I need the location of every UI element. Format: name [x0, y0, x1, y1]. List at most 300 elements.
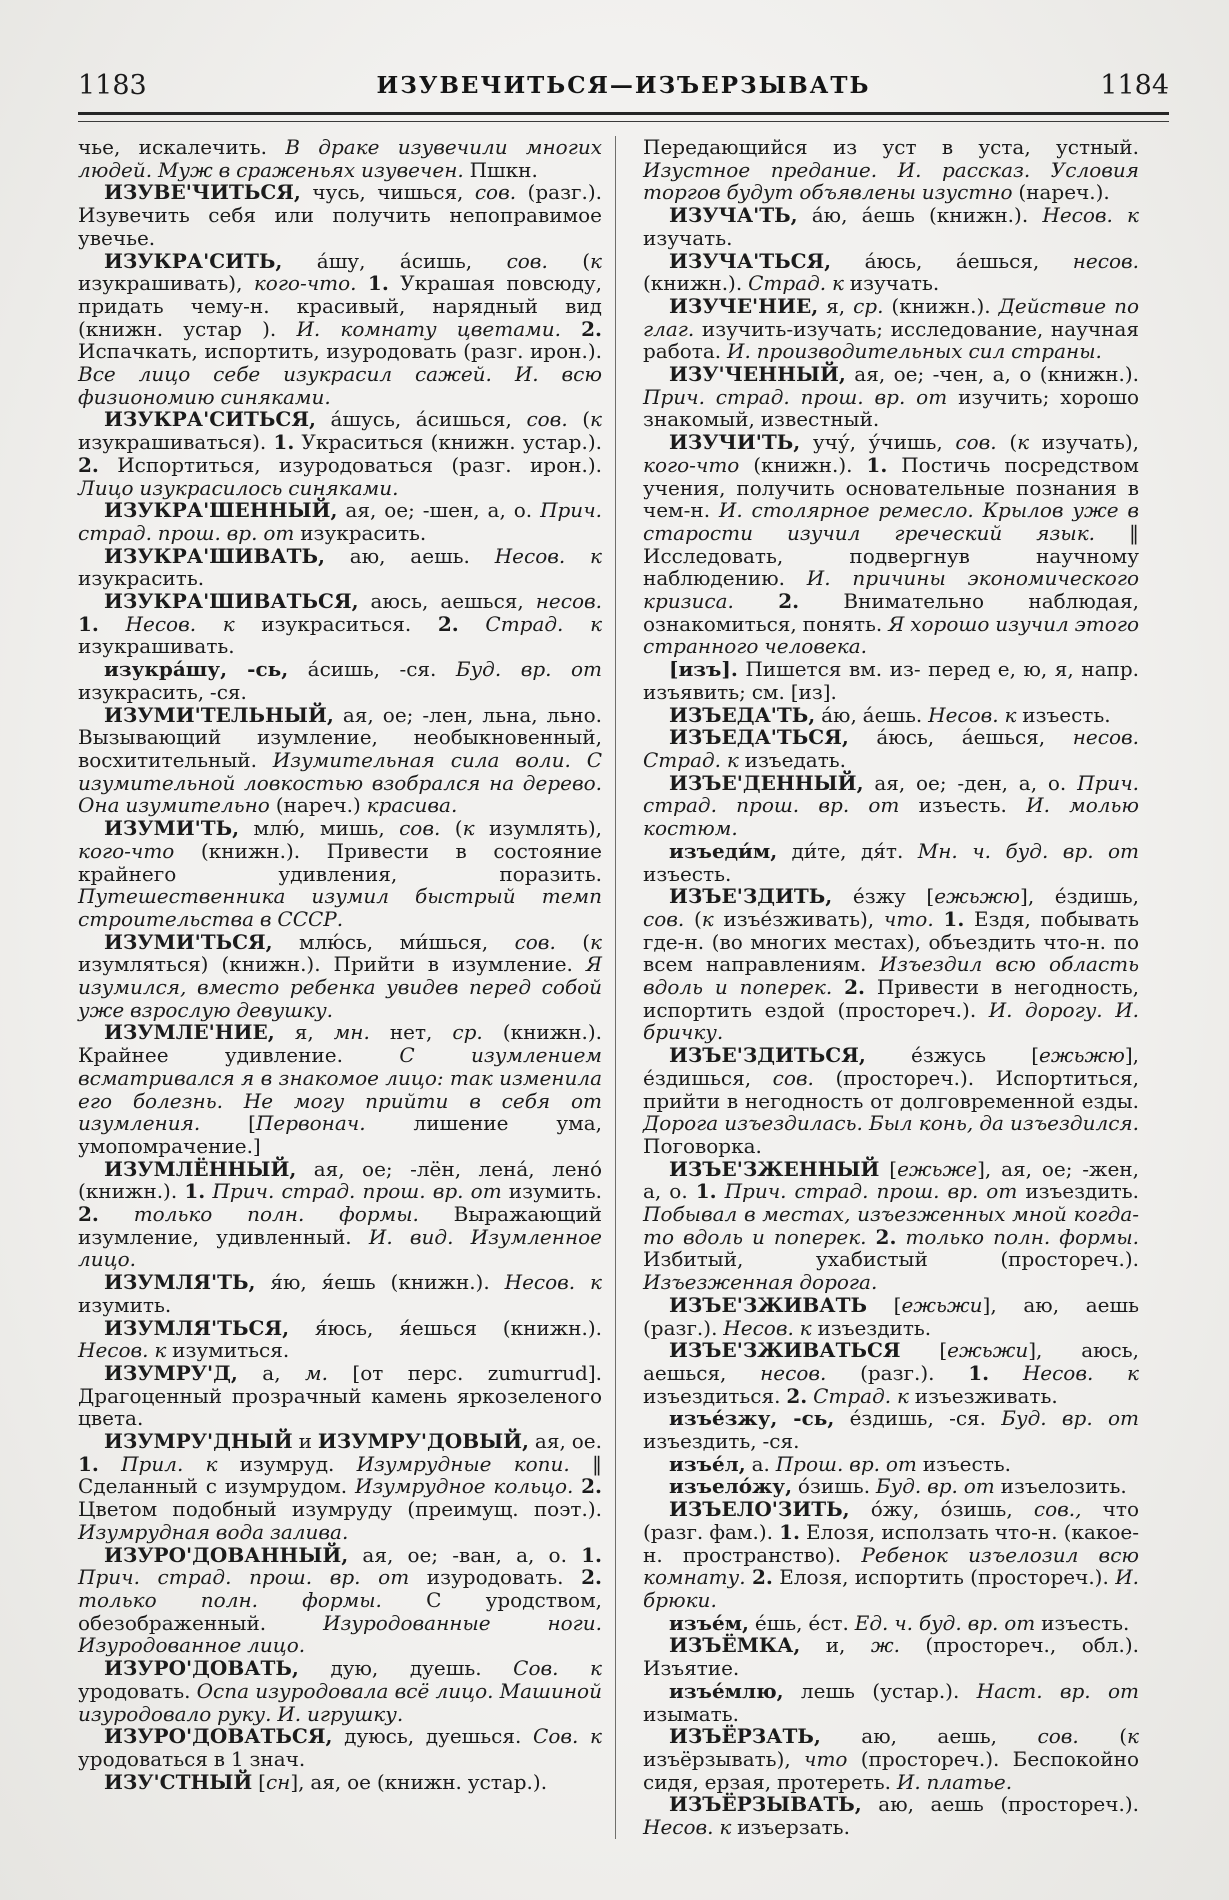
italic-text: к — [590, 407, 602, 432]
body-text: (книжн.). — [643, 271, 749, 296]
body-text: (нареч.) — [269, 793, 367, 818]
headword-text: ИЗЪЕ'ЗЖЕННЫЙ — [669, 1156, 880, 1181]
dictionary-entry — [78, 1271, 602, 1316]
body-text — [989, 1361, 1023, 1385]
body-text: аю, аешь, — [820, 1724, 1038, 1749]
dictionary-entry — [78, 1725, 602, 1770]
dictionary-entry — [643, 1612, 1139, 1635]
body-text: изукрашивать. — [78, 634, 235, 659]
italic-text: ежьже — [897, 1156, 978, 1181]
italic-text: И. брюки. — [643, 1565, 1140, 1612]
body-text: Ездя, побывать где-н. (во многих местах), объездить что-н. по всем направлениям. — [643, 906, 1139, 977]
dictionary-entry — [643, 1680, 1139, 1725]
italic-text: ежьжю — [1039, 1043, 1125, 1068]
dictionary-entry — [643, 204, 1139, 249]
italic-text: Ребенок изъелозил всю комнату. — [643, 1542, 1139, 1590]
body-text: изъездить. — [1017, 1179, 1139, 1204]
italic-text: ср. — [452, 1020, 483, 1045]
italic-text: В драке изувечили многих людей. Муж в сраженьях изувечен. — [78, 135, 602, 182]
italic-text: сов. — [955, 430, 997, 455]
body-text: а, — [237, 1360, 306, 1385]
headword-text: ИЗЪЕДА'ТЬ, — [669, 702, 816, 727]
dictionary-entry — [78, 1657, 602, 1725]
body-text: изукрасить, -ся. — [78, 679, 247, 704]
header-title: ИЗУВЕЧИТЬСЯ—ИЗЪЕРЗЫВАТЬ — [376, 72, 871, 99]
body-text: изучить-изучать; исследование, научная работа. — [643, 316, 1139, 364]
body-text — [99, 612, 126, 636]
dictionary-entry — [643, 1725, 1139, 1793]
headword-text: ИЗЪЁРЗЫВАТЬ, — [669, 1792, 862, 1817]
dictionary-entry — [643, 658, 1139, 703]
dictionary-entry — [643, 1339, 1139, 1407]
dictionary-entry — [643, 726, 1139, 771]
body-text: ая, ое; -ден, а, о. — [863, 770, 1078, 795]
body-text: уродовать. — [78, 1678, 197, 1703]
body-text: ‖ Сделанный с изумрудом. — [78, 1451, 602, 1499]
dictionary-entry — [78, 1362, 602, 1430]
column-right — [615, 136, 1139, 1839]
headword-text: ИЗУКРА'ШИВАТЬ, — [104, 543, 325, 568]
body-text: а́ю, а́ешь. — [815, 702, 929, 727]
italic-text: Изумрудная вода залива. — [78, 1519, 349, 1544]
dictionary-entry — [643, 431, 1139, 658]
header-rule — [78, 112, 1169, 122]
headword-text: ИЗУЧИ'ТЬ, — [669, 430, 801, 455]
body-text: ( — [440, 816, 463, 841]
body-text: Елозя, испортить (простореч.). — [772, 1565, 1116, 1590]
italic-text: Прич. страд. прош. вр. от — [78, 498, 602, 545]
headword-text: 2. — [581, 1565, 602, 1590]
body-text: изъедать. — [738, 747, 847, 772]
italic-text: Несов. к — [494, 543, 602, 568]
body-text: млю́, мишь, — [239, 816, 400, 841]
body-text: и — [292, 1429, 318, 1454]
italic-text: сов. — [526, 407, 568, 432]
dictionary-entry — [643, 295, 1139, 363]
headword-text: ИЗЪЕЛО'ЗИТЬ, — [669, 1497, 850, 1522]
headword-text: ИЗУКРА'ШИВАТЬСЯ, — [104, 589, 359, 614]
italic-text: Изумительная сила воли. С изумительной ловкостью взобрался на дерево. Она изумительно — [78, 747, 602, 818]
italic-text: Страд. к — [748, 271, 844, 296]
body-text: изумляться) (книжн.). Прийти в изумление. — [78, 952, 586, 977]
headword-text: 1. — [695, 1179, 717, 1204]
body-text: (разг.). — [826, 1360, 969, 1385]
dictionary-entry — [78, 1021, 602, 1157]
italic-text: ежьжи — [947, 1338, 1029, 1363]
body-text: [от перс. zumurrud]. Драгоценный прозрачный камень яркозеленого цвета. — [78, 1360, 602, 1431]
italic-text: Мн. ч. буд. вр. от — [917, 838, 1140, 863]
headword-text: 1. — [273, 430, 295, 455]
headword-text: ИЗУ'СТНЫЙ — [104, 1769, 253, 1794]
headword-text: 1. — [581, 1542, 602, 1567]
italic-text: И. дорогу. И. бричку. — [643, 997, 1139, 1045]
italic-text: ежьжю — [934, 884, 1021, 909]
headword-text: ИЗУМРУ'ДНЫЙ — [104, 1429, 293, 1454]
italic-text: ежьжи — [901, 1292, 983, 1317]
dictionary-entry — [78, 499, 602, 544]
italic-text: Страд. к — [485, 611, 603, 636]
dictionary-entry — [643, 1475, 1139, 1498]
headword-text: ИЗУМЛЁННЫЙ, — [104, 1156, 297, 1181]
body-text — [99, 1202, 134, 1226]
italic-text: Буд. вр. от — [875, 1474, 995, 1499]
italic-text: несов. Страд. к — [643, 725, 1139, 772]
headword-text: ИЗУМЛЯ'ТЬ, — [104, 1270, 256, 1295]
italic-text: Несов. к — [643, 1815, 732, 1840]
italic-text: Изумрудное кольцо. — [354, 1474, 574, 1499]
headword-text: изъе́л, — [669, 1451, 746, 1476]
headword-text: ИЗУЧА'ТЬ, — [669, 203, 798, 228]
body-text: дую, дуешь. — [298, 1656, 514, 1681]
body-text: С уродством, обезображенный. — [78, 1588, 602, 1635]
italic-text: м. — [305, 1360, 328, 1385]
dictionary-entry — [643, 1294, 1139, 1339]
italic-text: к — [462, 816, 475, 841]
headword-text: ИЗУМИ'ТЬ, — [104, 816, 240, 841]
dictionary-entry — [78, 931, 602, 1022]
italic-text: Прич. страд. прош. вр. от — [643, 770, 1139, 818]
body-text: Цветом подобный изумруду (преимущ. поэт.). — [78, 1497, 602, 1522]
headword-text: ИЗЪЕ'ДЕННЫЙ, — [669, 770, 864, 795]
italic-text: ср. — [853, 293, 884, 318]
italic-text: Буд. вр. от — [455, 657, 602, 682]
dictionary-entry — [78, 658, 602, 703]
body-text: изукрасить. — [294, 520, 427, 545]
dictionary-entry — [643, 772, 1139, 840]
italic-text: Прич. страд. прош. вр. от — [724, 1179, 1018, 1204]
body-text: ая, ое. — [529, 1429, 602, 1454]
headword-text: ИЗЪЁМКА, — [669, 1633, 801, 1658]
headword-text: 2. — [786, 1383, 808, 1408]
body-text: Украситься (книжн. устар.). — [294, 430, 602, 455]
dictionary-entry — [643, 840, 1139, 885]
body-text: ], ая, ое; -жен, а, о. — [643, 1156, 1139, 1204]
italic-text: Лицо изукрасилось синяками. — [78, 475, 399, 500]
italic-text: к — [1017, 430, 1030, 455]
italic-text: несов. — [760, 1360, 827, 1385]
body-text: (книжн.). Привести в состояние крайнего удивления, поразить. — [78, 838, 602, 886]
italic-text: что. — [883, 906, 934, 931]
body-text: Испачкать, испортить, изуродовать (разг. ирон.). — [78, 339, 602, 364]
body-text: чусь, чишься, — [300, 180, 475, 205]
dictionary-entry — [643, 1634, 1139, 1679]
italic-text: Прил. к — [121, 1451, 218, 1476]
body-text — [357, 271, 368, 295]
headword-text: ИЗУМРУ'Д, — [104, 1360, 238, 1385]
headword-text: ИЗУРО'ДОВАТЬСЯ, — [104, 1724, 333, 1749]
body-text: изъезживать. — [908, 1383, 1058, 1408]
body-text: ], е́здишься, — [643, 1043, 1139, 1090]
page-number-left: 1183 — [78, 70, 147, 101]
italic-text: Оспа изуродовала всё лицо. Машиной изуродовало руку. И. игрушку. — [78, 1678, 602, 1726]
body-text: лишение ума, умопомрачение.] — [78, 1111, 602, 1158]
headword-text: 1. — [968, 1360, 990, 1385]
body-text: [ — [866, 1292, 902, 1317]
body-text — [832, 975, 844, 999]
headword-text: 1. — [866, 452, 888, 477]
body-text: [ — [900, 1338, 948, 1363]
italic-text: к — [590, 929, 602, 954]
body-text: Пишется вм. из- перед е, ю, я, напр. изъявить; см. [из]. — [643, 657, 1139, 704]
italic-text: Изуродованные ноги. Изуродованное лицо. — [78, 1610, 602, 1658]
body-text: изумить. — [78, 1292, 172, 1317]
italic-text: к — [701, 906, 714, 931]
body-text: Украшая повсюду, придать чему-н. красивый, нарядный вид (книжн. устар ). — [78, 271, 603, 341]
headword-text: изъе́млю, — [669, 1678, 784, 1703]
dictionary-entry — [643, 136, 1139, 204]
headword-text: ИЗУКРА'СИТЬСЯ, — [104, 407, 316, 432]
headword-text: [изъ]. — [669, 657, 738, 682]
body-text: чье, искалечить. — [78, 135, 286, 159]
body-text: е́зжусь [ — [865, 1043, 1040, 1068]
body-text: изумиться. — [166, 1338, 290, 1363]
body-text: изукраситься. — [234, 611, 438, 636]
body-text: изъёрзывать), — [643, 1746, 804, 1771]
body-text: млю́сь, ми́шься, — [272, 929, 515, 954]
headword-text: 2. — [581, 316, 603, 341]
page-header — [78, 66, 1169, 106]
body-text: а́юсь, а́ешься, — [848, 725, 1073, 750]
italic-text: Сов. к — [513, 1656, 602, 1681]
body-text — [734, 589, 778, 613]
italic-text: Несов. к — [504, 1270, 602, 1295]
headword-text: 2. — [78, 1202, 99, 1227]
body-text: аю, аешь. — [325, 543, 495, 568]
dictionary-entry — [78, 1430, 602, 1544]
dictionary-entry — [78, 250, 602, 409]
headword-text: ИЗУКРА'СИТЬ, — [104, 248, 283, 273]
italic-text: И. комнату цветами. — [296, 316, 561, 341]
headword-text: 1. — [943, 906, 965, 931]
body-text: изукрасить. — [78, 566, 205, 591]
body-text: ( — [567, 407, 591, 432]
body-text: изъесть. — [1016, 702, 1111, 727]
body-text: аюсь, аешься, — [358, 589, 536, 614]
dictionary-entry — [643, 704, 1139, 727]
headword-text: изъе́м, — [669, 1610, 749, 1635]
headword-text: ИЗУ'ЧЕННЫЙ, — [669, 362, 846, 387]
body-text: ( — [555, 929, 591, 954]
body-text: изъе́зживать), — [713, 906, 884, 931]
headword-text: ИЗУМИ'ТЬСЯ, — [104, 929, 273, 954]
body-text — [99, 1452, 121, 1476]
body-text: ], ая, ое (книжн. устар.). — [290, 1769, 548, 1794]
italic-text: только полн. формы. — [905, 1224, 1140, 1249]
body-text: изуродовать. — [409, 1565, 582, 1590]
headword-text: 2. — [78, 452, 99, 477]
body-text: е́здишь, -ся. — [834, 1406, 1002, 1431]
italic-text: Несов. к — [125, 611, 235, 636]
body-text: Внимательно наблюдая, ознакомиться, понять. — [643, 589, 1140, 636]
headword-text: 1. — [367, 271, 389, 296]
body-text: Постичь посредством учения, получить основательные познания в чем-н. — [643, 452, 1139, 523]
italic-text: Наст. вр. от — [976, 1678, 1139, 1703]
body-text: а. — [745, 1451, 776, 1476]
italic-text: Прич. страд. прош. вр. от — [212, 1179, 502, 1204]
italic-text: сов. — [399, 816, 441, 841]
headword-text: ИЗЪЕ'ЗЖИВАТЬСЯ — [669, 1338, 901, 1363]
column-left — [78, 136, 602, 1839]
italic-text: Я изумился, вместо ребенка увидев перед собой уже взрослую девушку. — [78, 952, 602, 1022]
dictionary-entry — [78, 590, 602, 658]
dictionary-entry — [78, 1158, 602, 1272]
body-text: изучать. — [843, 271, 940, 296]
headword-text: ИЗУМРУ'ДОВЫЙ, — [317, 1429, 529, 1454]
italic-text: Несов. к — [928, 702, 1017, 727]
headword-text: 2. — [581, 1474, 603, 1499]
body-text: (разг.). Изувечить себя или получить непоправимое увечье. — [78, 180, 602, 250]
dictionary-entry — [78, 704, 602, 818]
dictionary-entry — [78, 136, 602, 181]
body-text: изучить; хорошо знакомый, известный. — [643, 384, 1139, 432]
italic-text: Сов. к — [533, 1724, 602, 1749]
headword-text: ИЗЪЕ'ЗЖИВАТЬ — [669, 1292, 867, 1317]
italic-text: сов. — [514, 929, 556, 954]
body-text: (нареч.). — [1012, 180, 1110, 205]
italic-text: Первонач. — [255, 1111, 366, 1136]
body-text: изъерзать. — [731, 1815, 850, 1840]
headword-text: ИЗУМЛЯ'ТЬСЯ, — [104, 1315, 290, 1340]
italic-text: Ед. ч. буд. вр. от — [854, 1610, 1036, 1635]
body-text — [459, 612, 486, 636]
italic-text: И. вид. Изумленное лицо. — [78, 1224, 602, 1272]
italic-text: Действие по глаг. — [643, 293, 1139, 341]
headword-text: изъеди́м, — [669, 838, 778, 863]
dictionary-entry — [78, 1317, 602, 1362]
italic-text: Побывал в местах, изъезженных мной когда-то вдоль и поперек. — [643, 1202, 1139, 1249]
headword-text: изъе́зжу, -сь, — [669, 1406, 835, 1431]
body-text: а́шу, а́сишь, — [282, 248, 507, 273]
italic-text: И. производительных сил страны. — [727, 339, 1102, 364]
body-text: ая, ое; -лен, льна, льно. Вызывающий изумление, необыкновенный, восхитительный. — [78, 702, 602, 772]
body-text: Елозя, исползать что-н. (какое-н. пространство). — [643, 1519, 1140, 1567]
body-text: ая, ое; -чен, а, о (книжн.). — [845, 362, 1139, 387]
body-text: изукрашивать), — [78, 271, 254, 296]
body-text — [934, 907, 944, 931]
italic-text: Несов. к — [1022, 1360, 1139, 1385]
body-text — [573, 1474, 581, 1498]
body-text — [561, 317, 581, 341]
dictionary-entry — [643, 1498, 1139, 1612]
body-text: изумлять), — [474, 816, 602, 841]
body-text: Выражающий изумление, удивленный. — [78, 1202, 602, 1249]
headword-text: ИЗЪЕ'ЗДИТЬСЯ, — [669, 1043, 866, 1068]
body-text — [867, 1225, 876, 1249]
body-text: я́юсь, я́ешься (книжн.). — [289, 1315, 602, 1340]
headword-text: 2. — [875, 1224, 897, 1249]
headword-text: 2. — [778, 589, 800, 614]
body-text: ], е́здишь, — [1020, 884, 1140, 909]
body-text: я, — [818, 293, 854, 318]
body-text: нет, — [369, 1020, 453, 1045]
italic-text: к — [590, 248, 602, 273]
italic-text: кого-что. — [253, 271, 357, 296]
headword-text: 2. — [437, 611, 459, 636]
body-text: изъесть. — [1035, 1610, 1130, 1635]
body-text: учу́, у́чишь, — [800, 430, 956, 455]
italic-text: сов. — [1037, 1724, 1079, 1749]
headword-text: изъело́жу, — [669, 1474, 793, 1499]
body-text: что (разг. фам.). — [643, 1497, 1140, 1544]
italic-text: И. столярное ремесло. Крылов уже в старости изучил греческий язык. — [643, 498, 1140, 545]
dictionary-entry — [78, 1544, 602, 1658]
italic-text: Изъезженная дорога. — [643, 1270, 878, 1295]
body-text: изъелозить. — [994, 1474, 1127, 1499]
body-text: ая, ое; -шен, а, о. — [337, 498, 541, 523]
italic-text: Прич. страд. прош. вр. от — [78, 1565, 410, 1590]
dictionary-entry — [643, 363, 1139, 431]
body-text: ‖ Исследовать, подвергнув научному наблюдению. — [643, 520, 1140, 591]
italic-text: ж. — [870, 1633, 900, 1658]
headword-text: ИЗУРО'ДОВАННЫЙ, — [104, 1542, 349, 1567]
body-text: о́жу, о́зишь, — [849, 1497, 1034, 1522]
italic-text: несов. — [1072, 248, 1139, 273]
italic-text: сн — [265, 1769, 291, 1794]
headword-text: 2. — [844, 975, 865, 1000]
dictionary-entry — [643, 1044, 1139, 1158]
italic-text: кого-что — [643, 452, 740, 477]
italic-text: сов. — [506, 248, 548, 273]
italic-text: сов., — [1033, 1497, 1082, 1522]
body-text: изъесть. — [643, 861, 732, 886]
italic-text: Прич. страд. прош. вр. от — [643, 384, 948, 409]
body-text: изъесть. — [916, 1451, 1012, 1476]
italic-text: И. причины экономического кризиса. — [643, 566, 1139, 614]
italic-text: сов. — [643, 906, 685, 931]
body-text: Передающийся из уст в уста, устный. — [643, 135, 1139, 159]
dictionary-entry — [78, 1771, 602, 1794]
dictionary-entry — [643, 885, 1139, 1044]
italic-text: И. платье. — [896, 1769, 1013, 1794]
headword-text: 1. — [78, 611, 99, 636]
body-text: (простореч.). Испортиться, прийти в негодность от долговременной езды. — [643, 1065, 1140, 1113]
headword-text: ИЗУМЛЕ'НИЕ, — [104, 1020, 275, 1045]
page-number-right: 1184 — [1100, 70, 1169, 101]
body-text: (книжн.). — [883, 293, 999, 318]
headword-text: ИЗЪЁРЗАТЬ, — [669, 1724, 821, 1749]
headword-text: ИЗУВЕ'ЧИТЬСЯ, — [104, 180, 301, 205]
body-text: аю, аешь (простореч.). — [861, 1792, 1139, 1817]
body-text: Избитый, ухабистый (простореч.). — [643, 1247, 1139, 1272]
italic-text: Путешественника изумил быстрый темп строительства в СССР. — [78, 884, 602, 931]
headword-text: ИЗУЧЕ'НИЕ, — [669, 293, 819, 318]
dictionary-entry — [643, 1407, 1139, 1452]
body-text: изымать. — [643, 1701, 739, 1726]
headword-text: ИЗУЧА'ТЬСЯ, — [669, 248, 832, 273]
body-text: а́шусь, а́сишься, — [315, 407, 527, 432]
italic-text: И. молью костюм. — [643, 793, 1139, 841]
body-text: ди́те, дя́т. — [777, 838, 918, 863]
body-text: ], аю, аешь (разг.). — [643, 1292, 1139, 1340]
body-text — [717, 1179, 725, 1203]
italic-text: мн. — [333, 1020, 370, 1045]
italic-text: Изумрудные копи. — [356, 1451, 570, 1476]
body-text: ( — [1078, 1724, 1128, 1749]
body-text: Поговорка. — [643, 1133, 762, 1158]
body-text: е́зжу [ — [832, 884, 935, 909]
headword-text: изукра́шу, -сь, — [104, 657, 289, 682]
body-text: Испортиться, изуродоваться (разг. ирон.). — [98, 452, 602, 477]
body-text: изъездиться. — [643, 1383, 787, 1408]
dictionary-entry — [643, 1453, 1139, 1476]
italic-text: Я хорошо изучил этого странного человека. — [643, 611, 1139, 659]
body-text: я́ю, я́ешь (книжн.). — [255, 1270, 505, 1295]
dictionary-entry — [78, 817, 602, 931]
headword-text: ИЗЪЕ'ЗДИТЬ, — [669, 884, 833, 909]
body-text: изъездить, -ся. — [643, 1429, 800, 1454]
italic-text: С изумлением всматривался я в знакомое лицо: так изменила его болезнь. Не могу прийти в себя от изумления. — [78, 1043, 602, 1136]
italic-text: несов. — [535, 589, 602, 614]
